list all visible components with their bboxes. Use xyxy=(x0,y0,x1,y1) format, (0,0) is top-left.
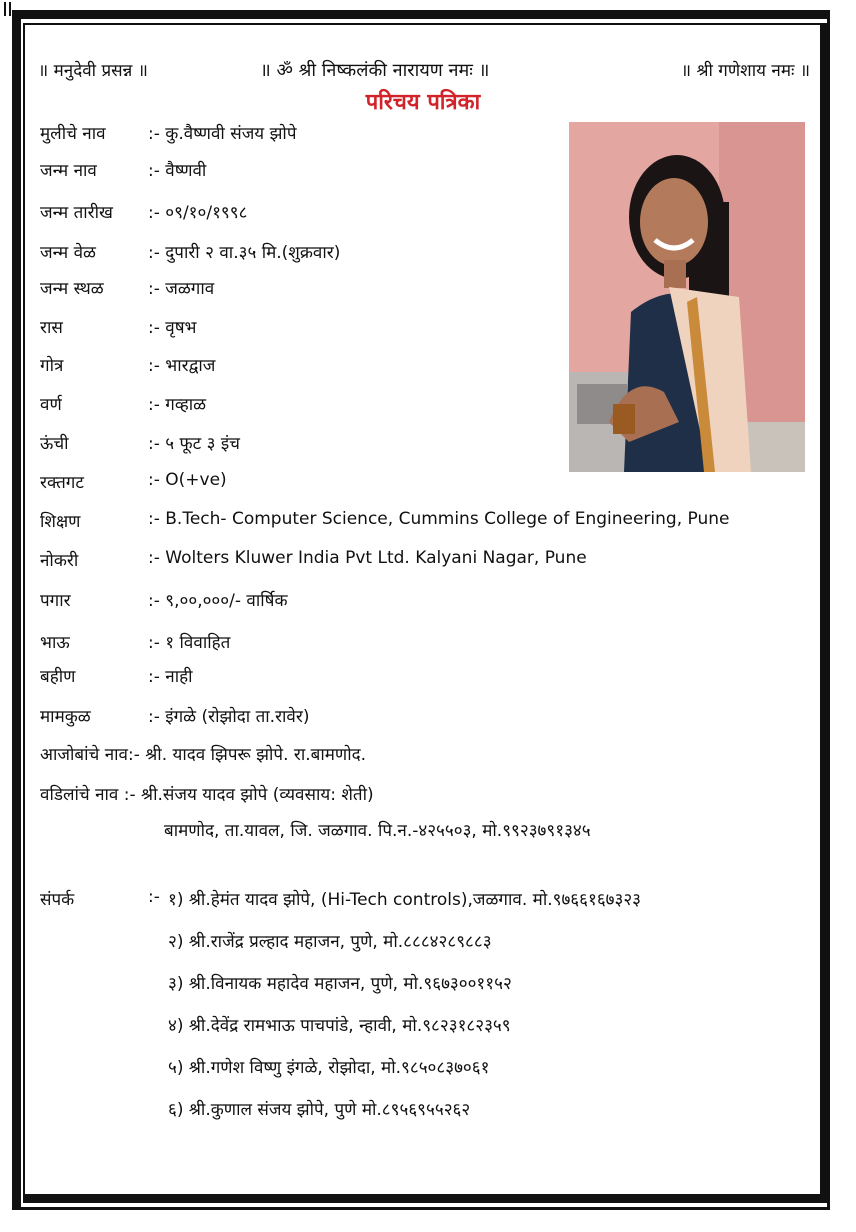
header-center-blessing: ॥ ॐ श्री निष्कलंकी नारायण नमः ॥ xyxy=(260,60,490,81)
detail-value: :- वैष्णवी xyxy=(148,161,207,181)
detail-value: :- इंगळे (रोझोदा ता.रावेर) xyxy=(148,707,310,727)
contact-item: ६) श्री.कुणाल संजय झोपे, पुणे मो.८९५६९५५२६२ xyxy=(168,1100,471,1120)
contact-item: ४) श्री.देवेंद्र रामभाऊ पाचपांडे, न्हावी, मो.९८२३१८२३५९ xyxy=(168,1016,511,1036)
contact-item: ५) श्री.गणेश विष्णु इंगळे, रोझोदा, मो.९८५०८३७०६१ xyxy=(168,1058,490,1078)
detail-label: जन्म वेळ xyxy=(40,243,96,263)
detail-label: पगार xyxy=(40,591,71,611)
detail-label: बहीण xyxy=(40,667,76,687)
document-title: परिचय पत्रिका xyxy=(365,90,481,115)
detail-label: मामकुळ xyxy=(40,707,91,727)
detail-label: जन्म तारीख xyxy=(40,203,113,223)
father-name-line: वडिलांचे नाव :- श्री.संजय यादव झोपे (व्यवसाय: शेती) xyxy=(40,785,374,805)
detail-label: ऊंची xyxy=(40,434,69,454)
contact-separator: :- xyxy=(148,887,160,907)
detail-value: :- Wolters Kluwer India Pvt Ltd. Kalyani Nagar, Pune xyxy=(148,548,587,568)
detail-value: :- ९,००,०००/- वार्षिक xyxy=(148,591,288,611)
detail-label: रास xyxy=(40,318,63,338)
header-right-blessing: ॥ श्री गणेशाय नमः ॥ xyxy=(680,61,810,81)
detail-value: :- नाही xyxy=(148,667,193,687)
detail-label: भाऊ xyxy=(40,633,70,653)
detail-value: :- O(+ve) xyxy=(148,470,227,490)
detail-label: नोकरी xyxy=(40,551,79,571)
detail-value: :- कु.वैष्णवी संजय झोपे xyxy=(148,124,297,144)
detail-value: :- जळगाव xyxy=(148,279,215,299)
contact-item: १) श्री.हेमंत यादव झोपे, (Hi-Tech controls),जळगाव. मो.९७६६१६७३२३ xyxy=(168,890,642,910)
header-left-blessing: ॥ मनुदेवी प्रसन्न ॥ xyxy=(38,61,148,81)
frame-tick xyxy=(4,2,6,16)
detail-label: शिक्षण xyxy=(40,512,81,532)
contact-label: संपर्क xyxy=(40,890,75,910)
detail-label: जन्म स्थळ xyxy=(40,279,104,299)
father-address-line: बामणोद, ता.यावल, जि. जळगाव. पि.न.-४२५५०३, मो.९९२३७९१३४५ xyxy=(164,821,591,841)
detail-value: :- वृषभ xyxy=(148,318,197,338)
detail-value: :- भारद्वाज xyxy=(148,356,216,376)
detail-label: मुलीचे नाव xyxy=(40,124,106,144)
detail-label: वर्ण xyxy=(40,395,62,415)
detail-value: :- ५ फूट ३ इंच xyxy=(148,434,240,454)
frame-tick xyxy=(9,2,11,16)
detail-value: :- गव्हाळ xyxy=(148,395,207,415)
detail-label: रक्तगट xyxy=(40,473,84,493)
contact-item: २) श्री.राजेंद्र प्रल्हाद महाजन, पुणे, मो.८८८४२८९८८३ xyxy=(168,932,492,952)
detail-value: :- ०९/१०/१९९८ xyxy=(148,203,248,223)
detail-value: :- १ विवाहित xyxy=(148,633,231,653)
grandfather-name-line: आजोबांचे नाव:- श्री. यादव झिपरू झोपे. रा.बामणोद. xyxy=(40,745,367,765)
detail-value: :- दुपारी २ वा.३५ मि.(शुक्रवार) xyxy=(148,243,341,263)
contact-item: ३) श्री.विनायक महादेव महाजन, पुणे, मो.९६७३००११५२ xyxy=(168,974,512,994)
detail-label: जन्म नाव xyxy=(40,161,97,181)
portrait-illustration xyxy=(569,122,805,472)
detail-value: :- B.Tech- Computer Science, Cummins College of Engineering, Pune xyxy=(148,509,730,529)
profile-photo xyxy=(569,122,805,472)
detail-label: गोत्र xyxy=(40,356,64,376)
